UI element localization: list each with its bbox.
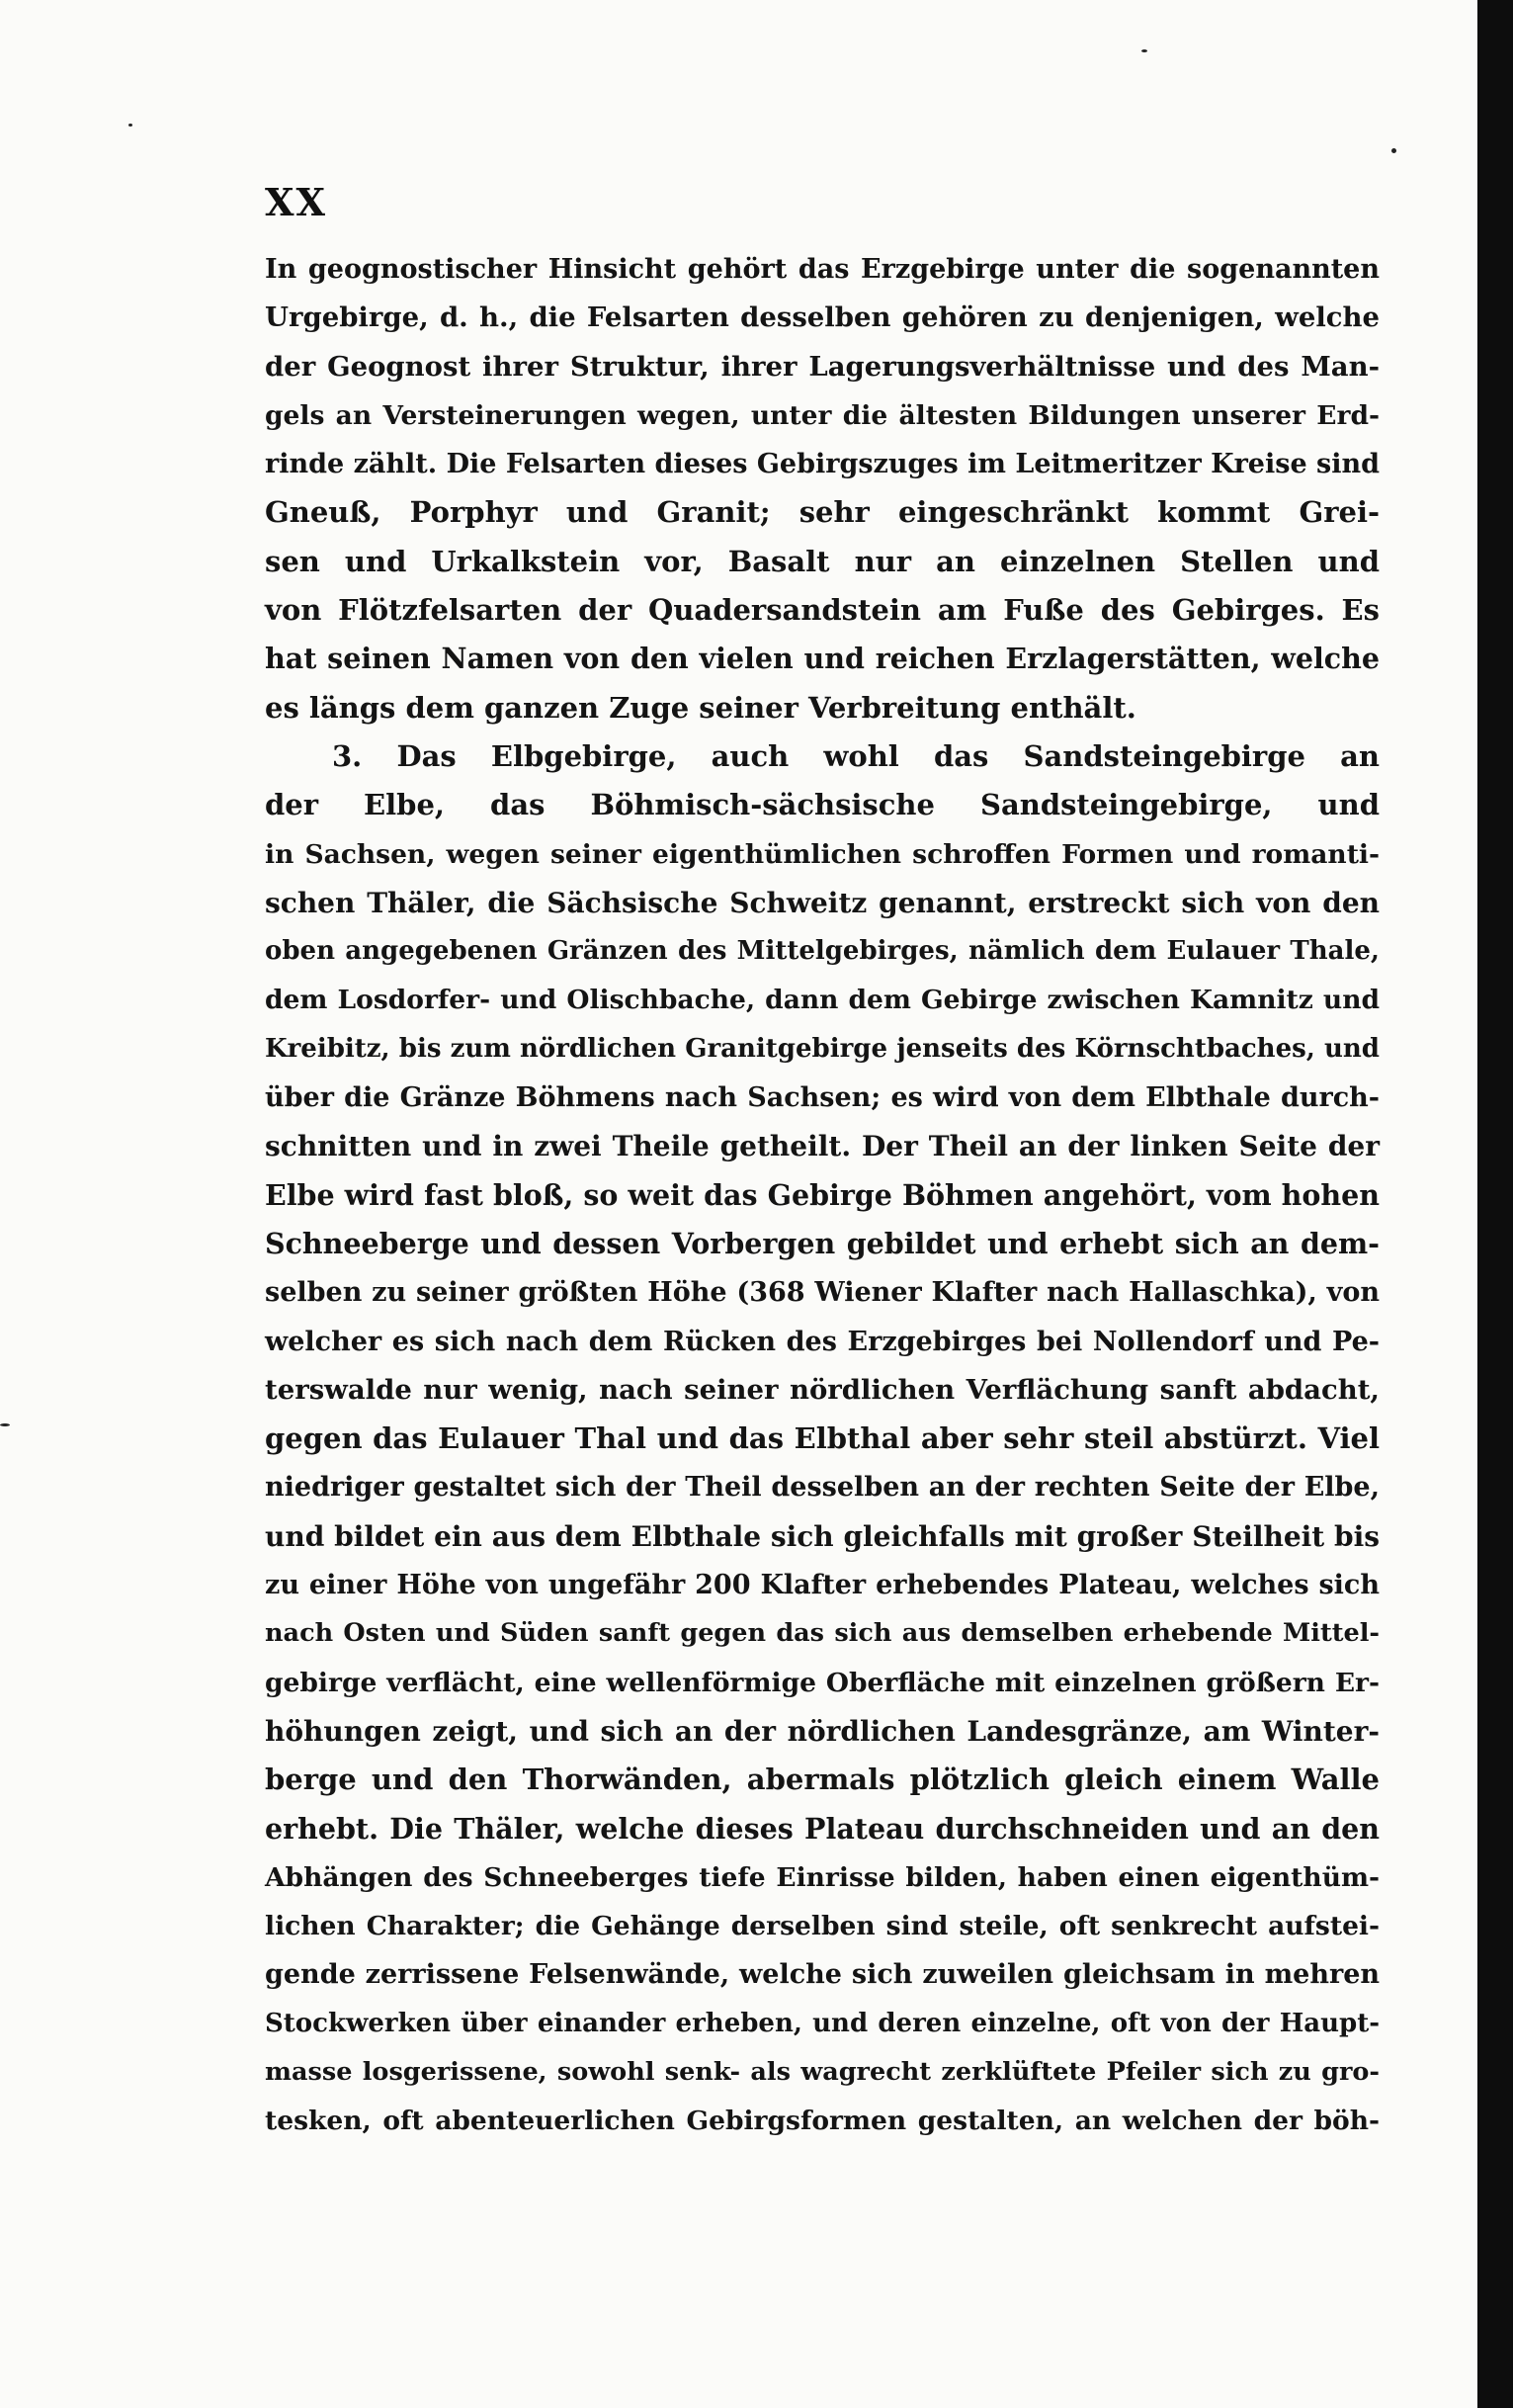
text-line: nach Osten und Süden sanft gegen das sich aus demselben erhebende Mittel- (265, 1618, 1380, 1649)
text-line: der Elbe, das Böhmisch-sächsische Sandsteingebirge, und (265, 788, 1380, 822)
text-line: sen und Urkalkstein vor, Basalt nur an einzelnen Stellen und (265, 544, 1380, 578)
text-line: es längs dem ganzen Zuge seiner Verbreitung enthält. (265, 690, 1136, 725)
text-line: hat seinen Namen von den vielen und reichen Erzlagerstätten, welche (265, 642, 1380, 676)
text-line: höhungen zeigt, und sich an der nördlichen Landesgränze, am Winter- (265, 1714, 1380, 1748)
text-line: 3. Das Elbgebirge, auch wohl das Sandsteingebirge an (332, 738, 1380, 773)
text-line: schen Thäler, die Sächsische Schweitz genannt, erstreckt sich von den (265, 886, 1380, 919)
text-line: Abhängen des Schneeberges tiefe Einrisse bilden, haben einen eigenthüm- (265, 1861, 1380, 1893)
text-line: der Geognost ihrer Struktur, ihrer Lagerungsverhältnisse und des Man- (265, 350, 1380, 383)
speck (1141, 49, 1147, 52)
text-line: dem Losdorfer- und Olischbache, dann dem Gebirge zwischen Kamnitz und (265, 985, 1380, 1016)
text-line: gende zerrissene Felsenwände, welche sich zuweilen gleichsam in mehren (265, 1959, 1380, 1991)
page-number: XX (265, 180, 327, 224)
text-line: selben zu seiner größten Höhe (368 Wiener Klafter nach Hallaschka), von (265, 1277, 1380, 1309)
text-line: Stockwerken über einander erheben, und deren einzelne, oft von der Haupt- (265, 2008, 1380, 2038)
text-line: von Flötzfelsarten der Quadersandstein am Fuße des Gebirges. Es (265, 593, 1380, 628)
text-line: und bildet ein aus dem Elbthale sich gleichfalls mit großer Steilheit bis (265, 1519, 1380, 1553)
text-line: rinde zählt. Die Felsarten dieses Gebirgszuges im Leitmeritzer Kreise sind (265, 449, 1380, 480)
text-line: Kreibitz, bis zum nördlichen Granitgebirge jenseits des Körnschtbaches, und (265, 1033, 1380, 1064)
text-line: erhebt. Die Thäler, welche dieses Plateau durchschneiden und an den (265, 1811, 1380, 1846)
text-line: lichen Charakter; die Gehänge derselben sind steile, oft senkrecht aufstei- (265, 1911, 1380, 1942)
text-line: oben angegebenen Gränzen des Mittelgebirges, nämlich dem Eulauer Thale, (265, 936, 1380, 967)
text-line: welcher es sich nach dem Rücken des Erzgebirges bei Nollendorf und Pe- (265, 1326, 1380, 1357)
text-line: gegen das Eulauer Thal und das Elbthal aber sehr steil abstürzt. Viel (265, 1421, 1380, 1456)
text-line: gebirge verflächt, eine wellenförmige Oberfläche mit einzelnen größern Er- (265, 1667, 1380, 1698)
speck (1391, 148, 1396, 153)
text-line: Schneeberge und dessen Vorbergen gebildet und erhebt sich an dem- (265, 1226, 1380, 1260)
text-line: schnitten und in zwei Theile getheilt. Der Theil an der linken Seite der (265, 1130, 1380, 1163)
text-line: in Sachsen, wegen seiner eigenthümlichen schroffen Formen und romanti- (265, 838, 1380, 870)
text-line: zu einer Höhe von ungefähr 200 Klafter erhebendes Plateau, welches sich (265, 1570, 1380, 1601)
scan-border (1477, 0, 1513, 2408)
text-line: Elbe wird fast bloß, so weit das Gebirge Böhmen angehört, vom hohen (265, 1177, 1380, 1212)
body-text (265, 245, 1380, 2146)
text-line: niedriger gestaltet sich der Theil desselben an der rechten Seite der Elbe, (265, 1472, 1380, 1504)
text-line: tesken, oft abenteuerlichen Gebirgsformen gestalten, an welchen der böh- (265, 2106, 1380, 2137)
text-line: Urgebirge, d. h., die Felsarten desselben gehören zu denjenigen, welche (265, 301, 1380, 334)
text-line: gels an Versteinerungen wegen, unter die ältesten Bildungen unserer Erd- (265, 399, 1380, 431)
speck (0, 1423, 10, 1426)
speck (128, 124, 132, 127)
text-line: masse losgerissene, sowohl senk- als wagrecht zerklüftete Pfeiler sich zu gro- (265, 2056, 1380, 2087)
text-line: Gneuß, Porphyr und Granit; sehr eingeschränkt kommt Grei- (265, 495, 1380, 530)
text-line: berge und den Thorwänden, abermals plötzlich gleich einem Walle (265, 1763, 1380, 1797)
text-line: In geognostischer Hinsicht gehört das Erzgebirge unter die sogenannten (265, 254, 1380, 285)
text-line: über die Gränze Böhmens nach Sachsen; es wird von dem Elbthale durch- (265, 1082, 1380, 1114)
text-line: terswalde nur wenig, nach seiner nördlichen Verflächung sanft abdacht, (265, 1373, 1380, 1406)
